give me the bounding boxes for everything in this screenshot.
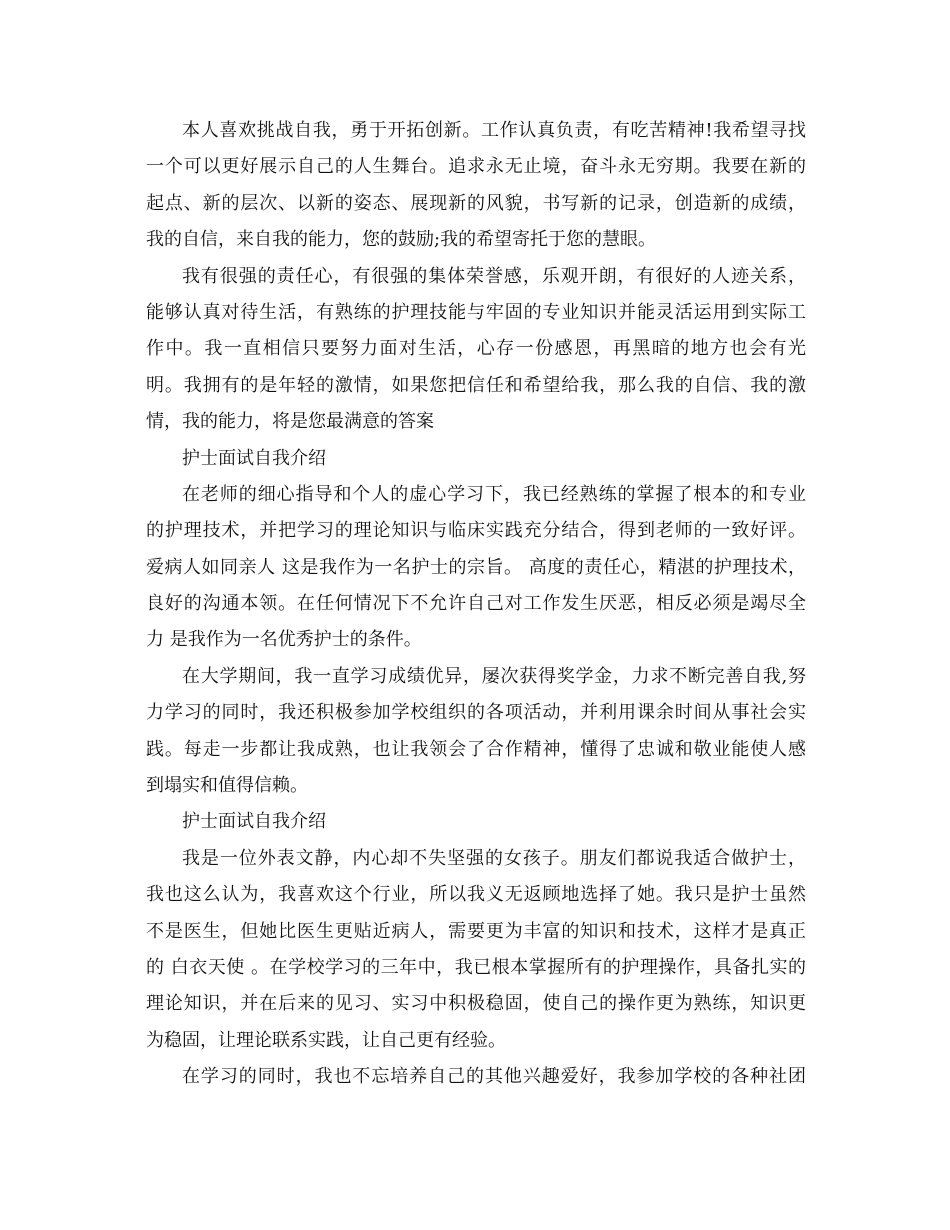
paragraph-line: 到塌实和值得信赖。 xyxy=(146,775,308,797)
paragraph-line: 本人喜欢挑战自我，勇于开拓创新。工作认真负责，有吃苦精神!我希望寻找 xyxy=(182,120,806,141)
document-body xyxy=(146,113,806,1096)
section-heading: 护士面试自我介绍 xyxy=(182,811,326,833)
paragraph-line: 在大学期间，我一直学习成绩优异，屡次获得奖学金，力求不断完善自我,努 xyxy=(182,665,806,687)
paragraph-line: 良好的沟通本领。在任何情况下不允许自己对工作发生厌恶，相反必须是竭尽全 xyxy=(146,593,806,615)
paragraph-line: 情，我的能力，将是您最满意的答案 xyxy=(146,411,434,433)
paragraph-line: 我有很强的责任心，有很强的集体荣誉感，乐观开朗，有很好的人迹关系， xyxy=(182,265,806,287)
paragraph-line: 爱病人如同亲人 这是我作为一名护士的宗旨。 高度的责任心，精湛的护理技术， xyxy=(146,556,806,578)
paragraph-line: 力 是我作为一名优秀护士的条件。 xyxy=(146,629,422,651)
paragraph-line: 在学习的同时，我也不忘培养自己的其他兴趣爱好，我参加学校的各种社团 xyxy=(182,1066,806,1088)
paragraph-line: 作中。我一直相信只要努力面对生活，心存一份感恩，再黑暗的地方也会有光 xyxy=(146,338,806,360)
paragraph-line: 的 白衣天使 。在学校学习的三年中，我已根本掌握所有的护理操作，具备扎实的 xyxy=(146,956,806,978)
paragraph-line: 不是医生，但她比医生更贴近病人，需要更为丰富的知识和技术，这样才是真正 xyxy=(146,920,806,942)
paragraph-line: 我也这么认为，我喜欢这个行业，所以我义无返顾地选择了她。我只是护士虽然 xyxy=(146,884,806,906)
paragraph-line: 力学习的同时，我还积极参加学校组织的各项活动，并利用课余时间从事社会实 xyxy=(146,702,806,724)
paragraph-line: 践。每走一步都让我成熟，也让我领会了合作精神，懂得了忠诚和敬业能使人感 xyxy=(146,738,806,760)
paragraph-line: 为稳固，让理论联系实践，让自己更有经验。 xyxy=(146,1029,506,1051)
paragraph-line: 我是一位外表文静，内心却不失坚强的女孩子。朋友们都说我适合做护士， xyxy=(182,847,806,869)
paragraph-line: 在老师的细心指导和个人的虚心学习下，我已经熟练的掌握了根本的和专业 xyxy=(182,483,806,505)
paragraph-line: 我的自信，来自我的能力，您的鼓励;我的希望寄托于您的慧眼。 xyxy=(146,229,657,251)
paragraph-line: 的护理技术，并把学习的理论知识与临床实践充分结合，得到老师的一致好评。 xyxy=(146,520,806,542)
section-heading: 护士面试自我介绍 xyxy=(182,447,326,469)
paragraph-line: 理论知识，并在后来的见习、实习中积极稳固，使自己的操作更为熟练，知识更 xyxy=(146,993,806,1015)
paragraph-line: 一个可以更好展示自己的人生舞台。追求永无止境，奋斗永无穷期。我要在新的 xyxy=(146,156,806,178)
paragraph-line: 起点、新的层次、以新的姿态、展现新的风貌，书写新的记录，创造新的成绩， xyxy=(146,192,806,214)
paragraph-line: 明。我拥有的是年轻的激情，如果您把信任和希望给我，那么我的自信、我的激 xyxy=(146,374,806,396)
paragraph-line: 能够认真对待生活，有熟练的护理技能与牢固的专业知识并能灵活运用到实际工 xyxy=(146,301,806,323)
